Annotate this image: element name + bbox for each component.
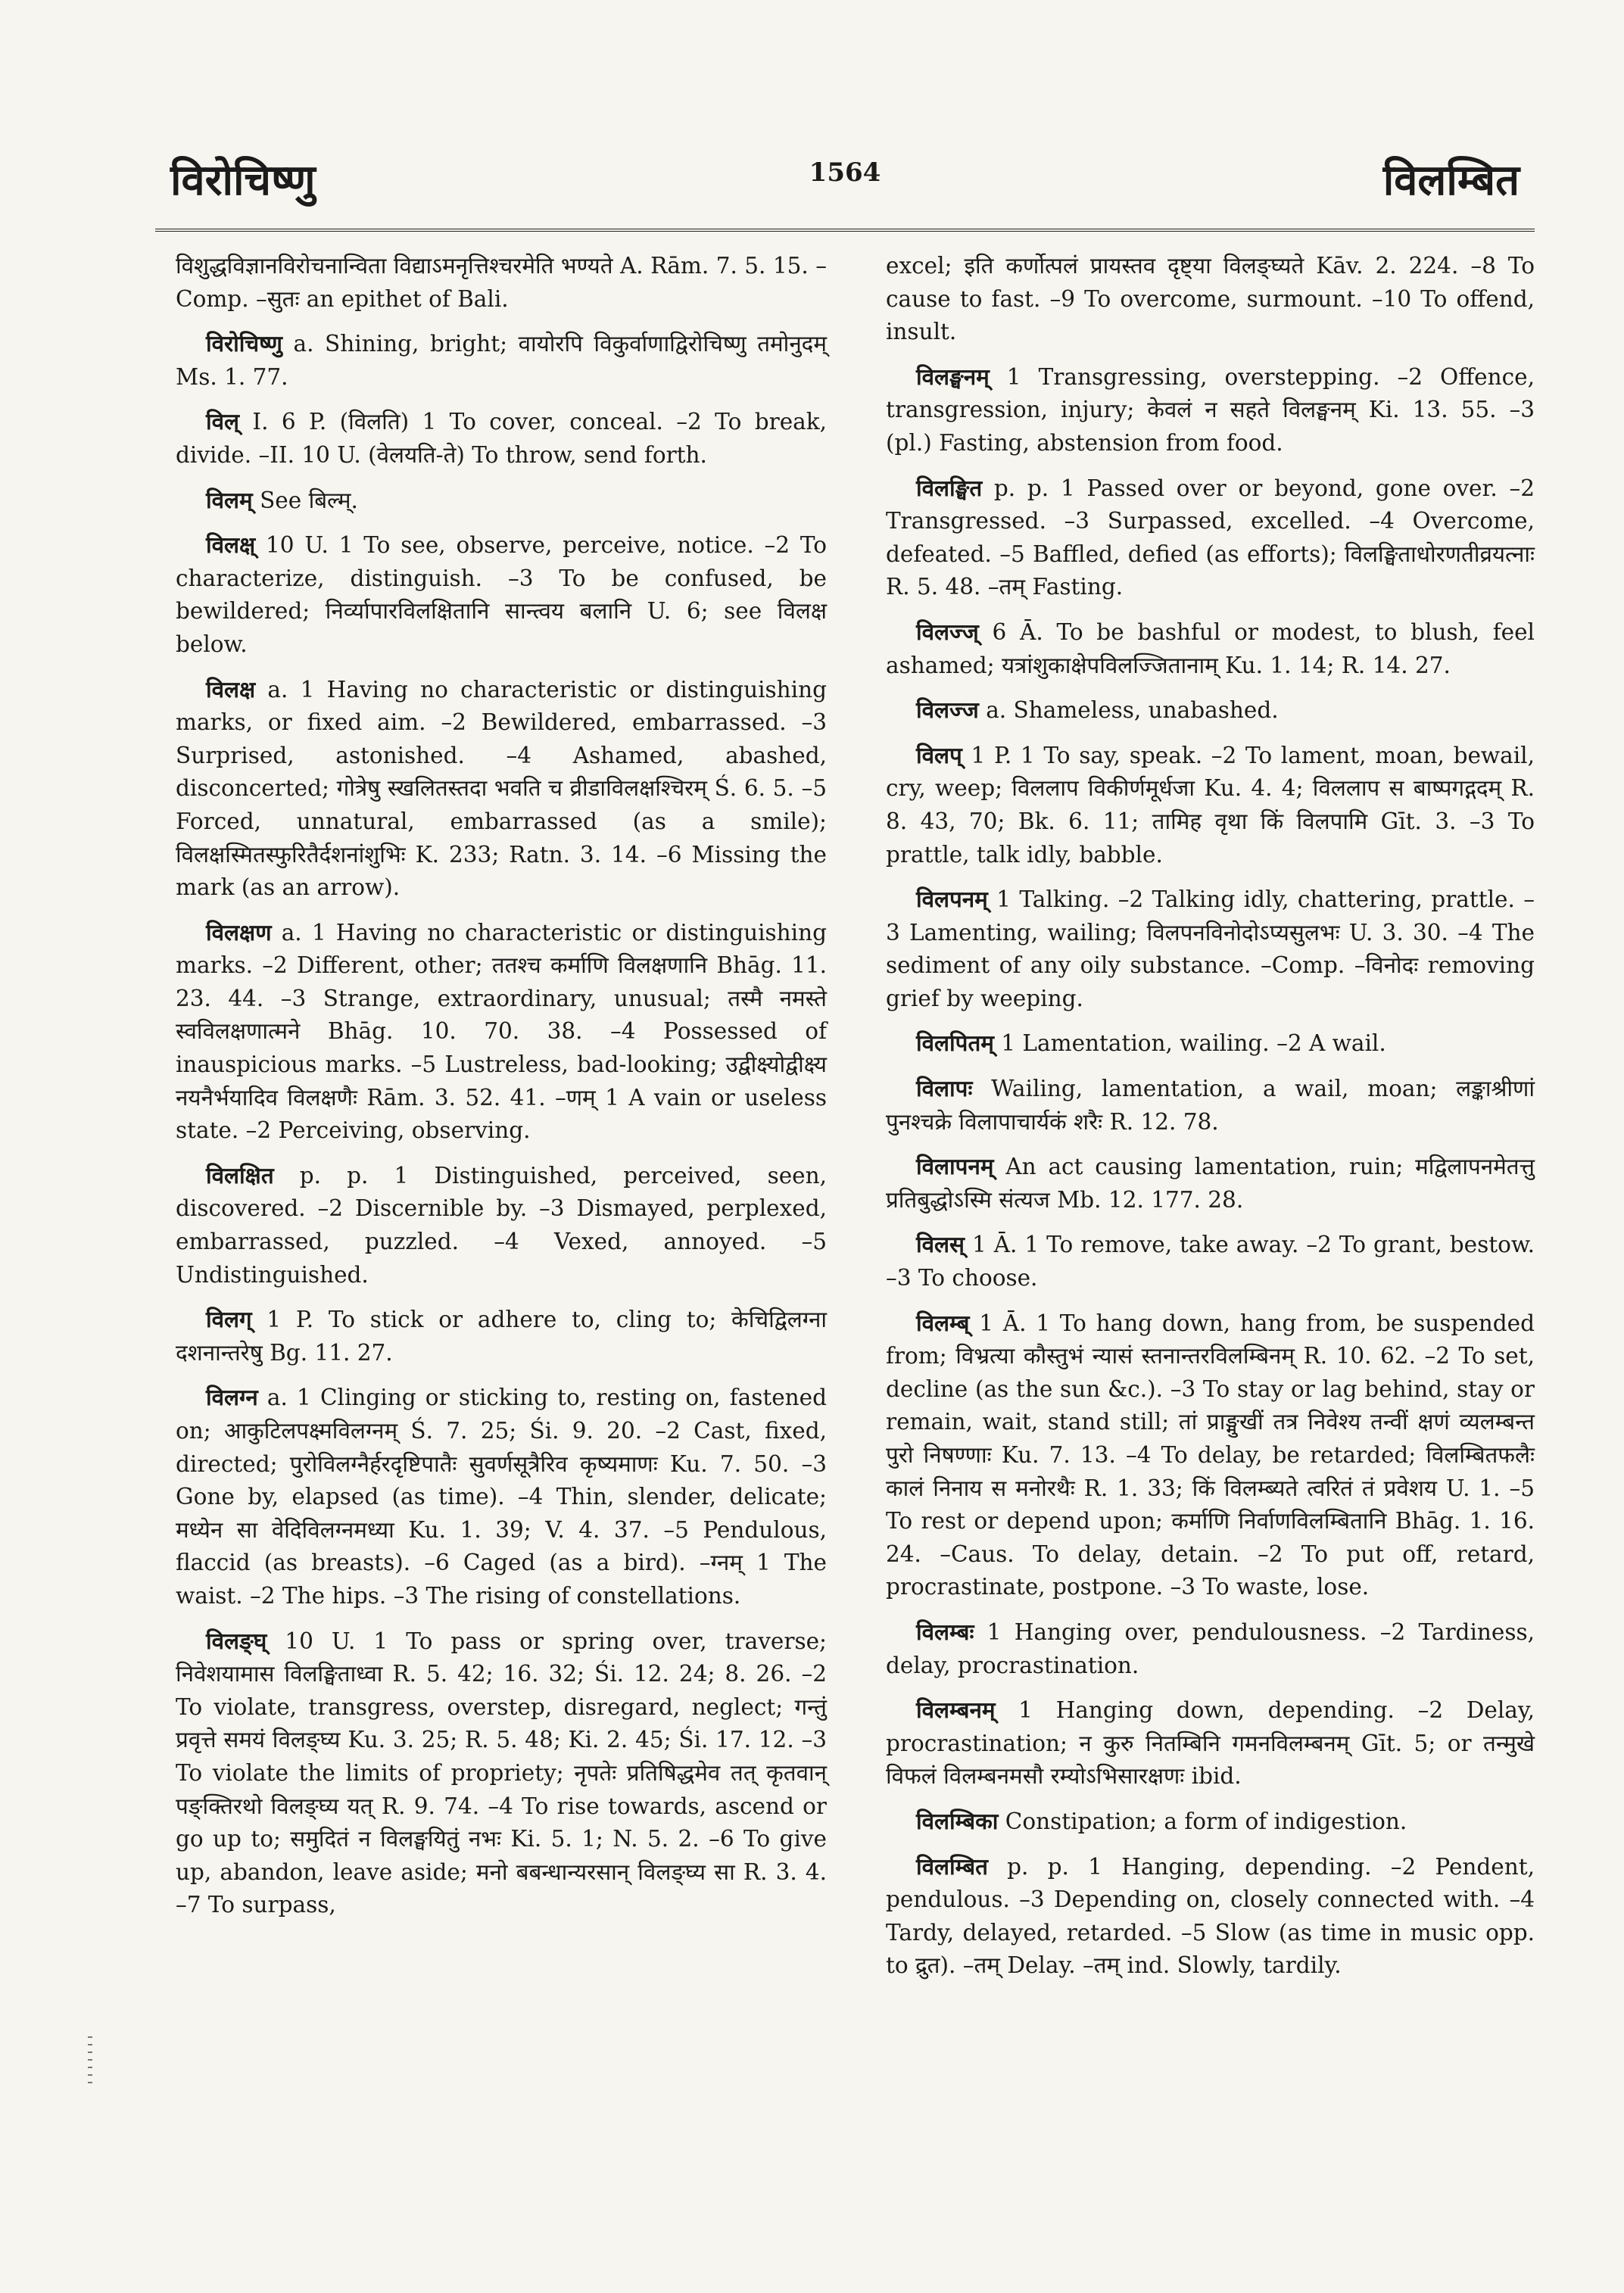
dictionary-entry	[176, 528, 827, 661]
entry-definition: 10 U. 1 To see, observe, perceive, notice. –2 To characterize, distinguish. –3 To be confused, be bewildered; निर्व्यापारविलक्षितानि सान्त्वय बलानि U. 6; see विलक्ष below.	[176, 532, 827, 657]
dictionary-entry	[176, 484, 827, 518]
dictionary-entry	[886, 1615, 1535, 1682]
entry-headword: विलङ्घित	[916, 474, 983, 501]
entry-headword: विलम्बित	[916, 1852, 988, 1880]
dictionary-entry	[176, 1159, 827, 1291]
entry-definition: An act causing lamentation, ruin; मद्विलापनमेतत्तु प्रतिबुद्धोऽस्मि संत्यज Mb. 12. 177. 28.	[886, 1154, 1535, 1213]
entry-definition: p. p. 1 Passed over or beyond, gone over. –2 Transgressed. –3 Surpassed, excelled. –4 Overcome, defeated. –5 Baffled, defied (as efforts); विलङ्घिताधोरणतीव्रयत्नाः R. 5. 48. –तम् Fasting.	[886, 475, 1535, 600]
entry-definition: 10 U. 1 To pass or spring over, traverse; निवेशयामास विलङ्घिताध्वा R. 5. 42; 16. 32; Śi. 12. 24; 8. 26. –2 To violate, transgress, overstep, disregard, neglect; गन्तुं प्रवृत्ते समयं विलङ्घ्य Ku. 3. 25; R. 5. 48; Ki. 2. 45; Śi. 17. 12. –3 To violate the limits of propriety; नृपतेः प्रतिषिद्धमेव तत् कृतवान् पङ्क्तिरथो विलङ्घ्य यत् R. 9. 74. –4 To rise towards, ascend or go up to; समुदितं न विलङ्घयितुं नभः Ki. 5. 1; N. 5. 2. –6 To give up, abandon, leave aside; मनो बबन्धान्यरसान् विलङ्घ्य सा R. 3. 4. –7 To surpass,	[176, 1628, 827, 1918]
entry-definition: 1 Talking. –2 Talking idly, chattering, prattle. –3 Lamenting, wailing; विलपनविनोदोऽप्यसुलभः U. 3. 30. –4 The sediment of any oily substance. –Comp. –विनोदः removing grief by weeping.	[886, 886, 1535, 1011]
dictionary-entry	[886, 250, 1535, 349]
entry-headword: विलज्ज	[916, 696, 979, 724]
dictionary-entry	[886, 1072, 1535, 1139]
dictionary-entry	[886, 472, 1535, 604]
entry-definition: 1 Ā. 1 To remove, take away. –2 To grant, bestow. –3 To choose.	[886, 1232, 1535, 1291]
entry-headword: विलपनम्	[916, 886, 988, 913]
dictionary-entry	[886, 615, 1535, 682]
dictionary-entry	[886, 1307, 1535, 1604]
entry-definition: 1 Ā. 1 To hang down, hang from, be suspended from; विभ्रत्या कौस्तुभं न्यासं स्तनान्तरविलम्बिनम् R. 10. 62. –2 To set, decline (as the sun &c.). –3 To stay or lag behind, stay or remain, wait, stand still; तां प्राङ्मुखीं तत्र निवेश्य तन्वीं क्षणं व्यलम्बन्त पुरो निषण्णाः Ku. 7. 13. –4 To delay, be retarded; विलम्बितफलैः कालं निनाय स मनोरथैः R. 1. 33; किं विलम्ब्यते त्वरितं तं प्रवेशय U. 1. –5 To rest or depend upon; कर्माणि निर्वाणविलम्बितानि Bhāg. 1. 16. 24. –Caus. To delay, detain. –2 To put off, retard, procrastinate, postpone. –3 To waste, lose.	[886, 1310, 1535, 1600]
entry-definition: a. Shameless, unabashed.	[978, 697, 1279, 724]
entry-definition: Wailing, lamentation, a wail, moan; लङ्काश्रीणां पुनश्चक्रे विलापाचार्यकं शरैः R. 12. 78.	[886, 1076, 1535, 1135]
dictionary-entry	[886, 1027, 1535, 1061]
entry-definition: p. p. 1 Hanging, depending. –2 Pendent, pendulous. –3 Depending on, closely connected with. –4 Tardy, delayed, retarded. –5 Slow (as time in music opp. to द्रुत). –तम् Delay. –तम् ind. Slowly, tardily.	[886, 1853, 1535, 1979]
page-number: 1564	[809, 157, 881, 188]
entry-definition: p. p. 1 Distinguished, perceived, seen, discovered. –2 Discernible by. –3 Dismayed, perplexed, embarrassed, puzzled. –4 Vexed, annoyed. –5 Undistinguished.	[176, 1162, 827, 1288]
entry-headword: विलम्बिका	[916, 1807, 999, 1834]
page-header	[155, 136, 1535, 220]
dictionary-entry	[886, 883, 1535, 1015]
entry-headword: विलापनम्	[916, 1153, 994, 1180]
entry-definition: a. Shining, bright; वायोरपि विकुर्वाणाद्विरोचिष्णु तमोनुदम् Ms. 1. 77.	[176, 331, 827, 390]
entry-definition: a. 1 Having no characteristic or distinguishing marks, or fixed aim. –2 Bewildered, embarrassed. –3 Surprised, astonished. –4 Ashamed, abashed, disconcerted; गोत्रेषु स्खलितस्तदा भवति च व्रीडाविलक्षश्चिरम् Ś. 6. 5. –5 Forced, unnatural, embarrassed (as a smile); विलक्षस्मितस्फुरितैर्दशनांशुभिः K. 233; Ratn. 3. 14. –6 Missing the mark (as an arrow).	[176, 676, 827, 901]
entry-headword: विलम्	[206, 486, 253, 513]
entry-definition: Constipation; a form of indigestion.	[998, 1808, 1407, 1834]
entry-definition: a. 1 Having no characteristic or distinguishing marks. –2 Different, other; ततश्च कर्माणि विलक्षणानि Bhāg. 11. 23. 44. –3 Strange, extraordinary, unusual; तस्मै नमस्ते स्वविलक्षणात्मने Bhāg. 10. 70. 38. –4 Possessed of inauspicious marks. –5 Lustreless, bad-looking; उद्वीक्ष्योद्वीक्ष्य नयनैर्भयादिव विलक्षणैः Rām. 3. 52. 41. –णम् 1 A vain or useless state. –2 Perceiving, observing.	[176, 919, 827, 1144]
right-column	[886, 250, 1535, 1994]
left-column	[176, 250, 827, 1933]
entry-headword: विलम्ब्	[916, 1309, 970, 1336]
entry-headword: विलक्षण	[206, 918, 272, 946]
entry-headword: विरोचिष्णु	[206, 330, 282, 357]
entry-headword: विलक्ष्	[206, 531, 256, 559]
entry-headword: विलग्न	[206, 1384, 258, 1411]
entry-headword: विलापः	[916, 1075, 973, 1102]
left-running-headword: विरोचिष्णु	[170, 155, 316, 205]
entry-definition: 6 Ā. To be bashful or modest, to blush, feel ashamed; यत्रांशुकाक्षेपविलज्जितानाम् Ku. 1. 14; R. 14. 27.	[886, 618, 1535, 678]
dictionary-entry	[886, 360, 1535, 460]
entry-headword: विलङ्घनम्	[916, 363, 990, 390]
margin-tick-marks	[88, 2036, 92, 2092]
dictionary-entry	[176, 1303, 827, 1369]
dictionary-entry	[176, 1381, 827, 1612]
entry-definition: 1 Transgressing, overstepping. –2 Offence, transgression, injury; केवलं न सहते विलङ्घनम् Ki. 13. 55. –3 (pl.) Fasting, abstension from food.	[886, 363, 1535, 456]
dictionary-entry	[886, 1228, 1535, 1294]
dictionary-entry	[886, 1150, 1535, 1217]
entry-headword: विलस्	[916, 1231, 965, 1258]
dictionary-entry	[886, 1805, 1535, 1839]
dictionary-entry	[886, 1693, 1535, 1793]
entry-headword: विलक्षित	[206, 1161, 274, 1189]
dictionary-entry	[176, 250, 827, 316]
entry-headword: विलग्	[206, 1306, 252, 1333]
entry-definition: 1 P. To stick or adhere to, cling to; केचिद्विलग्ना दशनान्तरेषु Bg. 11. 27.	[176, 1307, 827, 1366]
entry-definition: 1 Lamentation, wailing. –2 A wail.	[993, 1030, 1386, 1057]
entry-headword: विल्	[206, 408, 240, 435]
dictionary-entry	[176, 673, 827, 905]
entry-headword: विलम्बनम्	[916, 1696, 996, 1724]
entry-headword: विलम्बः	[916, 1618, 974, 1645]
dictionary-entry	[176, 405, 827, 472]
right-running-headword: विलम्बित	[1382, 155, 1520, 205]
entry-definition: 1 Hanging down, depending. –2 Delay, procrastination; न कुरु नितम्बिनि गमनविलम्बनम् Gīt. 5; or तन्मुखे विफलं विलम्बनमसौ रम्योऽभिसारक्षणः ibid.	[886, 1697, 1535, 1790]
entry-definition: विशुद्धविज्ञानविरोचनान्विता विद्याऽमनृत्तिश्चरमेति भण्यते A. Rām. 7. 5. 15. –Comp. –सुतः an epithet of Bali.	[176, 253, 827, 312]
dictionary-entry	[176, 916, 827, 1148]
entry-definition: 1 P. 1 To say, speak. –2 To lament, moan, bewail, cry, weep; विललाप विकीर्णमूर्धजा Ku. 4. 4; विललाप स बाष्पगद्गदम् R. 8. 43, 70; Bk. 6. 11; तामिह वृथा किं विलपामि Gīt. 3. –3 To prattle, talk idly, babble.	[886, 742, 1535, 868]
entry-definition: I. 6 P. (विलति) 1 To cover, conceal. –2 To break, divide. –II. 10 U. (वेलयति-ते) To throw, send forth.	[176, 409, 827, 468]
entry-headword: विलङ्घ्	[206, 1627, 267, 1654]
header-rule	[155, 229, 1535, 236]
entry-headword: विलपितम्	[916, 1030, 994, 1057]
entry-definition: See बिल्म्.	[252, 487, 358, 513]
entry-headword: विलप्	[916, 741, 962, 768]
entry-definition: a. 1 Clinging or sticking to, resting on, fastened on; आकुटिलपक्ष्मविलग्नम् Ś. 7. 25; Śi. 9. 20. –2 Cast, fixed, directed; पुरोविलग्नैर्हरदृष्टिपातैः सुवर्णसूत्रैरिव कृष्यमाणः Ku. 7. 50. –3 Gone by, elapsed (as time). –4 Thin, slender, delicate; मध्येन सा वेदिविलग्नमध्या Ku. 1. 39; V. 4. 37. –5 Pendulous, flaccid (as breasts). –6 Caged (as a bird). –ग्नम् 1 The waist. –2 The hips. –3 The rising of constellations.	[176, 1385, 827, 1609]
dictionary-entry	[176, 327, 827, 394]
dictionary-entry	[886, 693, 1535, 727]
entry-definition: 1 Hanging over, pendulousness. –2 Tardiness, delay, procrastination.	[886, 1618, 1535, 1678]
entry-definition: excel; इति कर्णोत्पलं प्रायस्तव दृष्ट्या विलङ्घ्यते Kāv. 2. 224. –8 To cause to fast. –9 To overcome, surmount. –10 To offend, insult.	[886, 253, 1535, 345]
dictionary-entry	[176, 1625, 827, 1922]
dictionary-entry	[886, 1850, 1535, 1983]
entry-headword: विलज्ज्	[916, 618, 979, 645]
entry-headword: विलक्ष	[206, 675, 256, 703]
dictionary-entry	[886, 739, 1535, 871]
